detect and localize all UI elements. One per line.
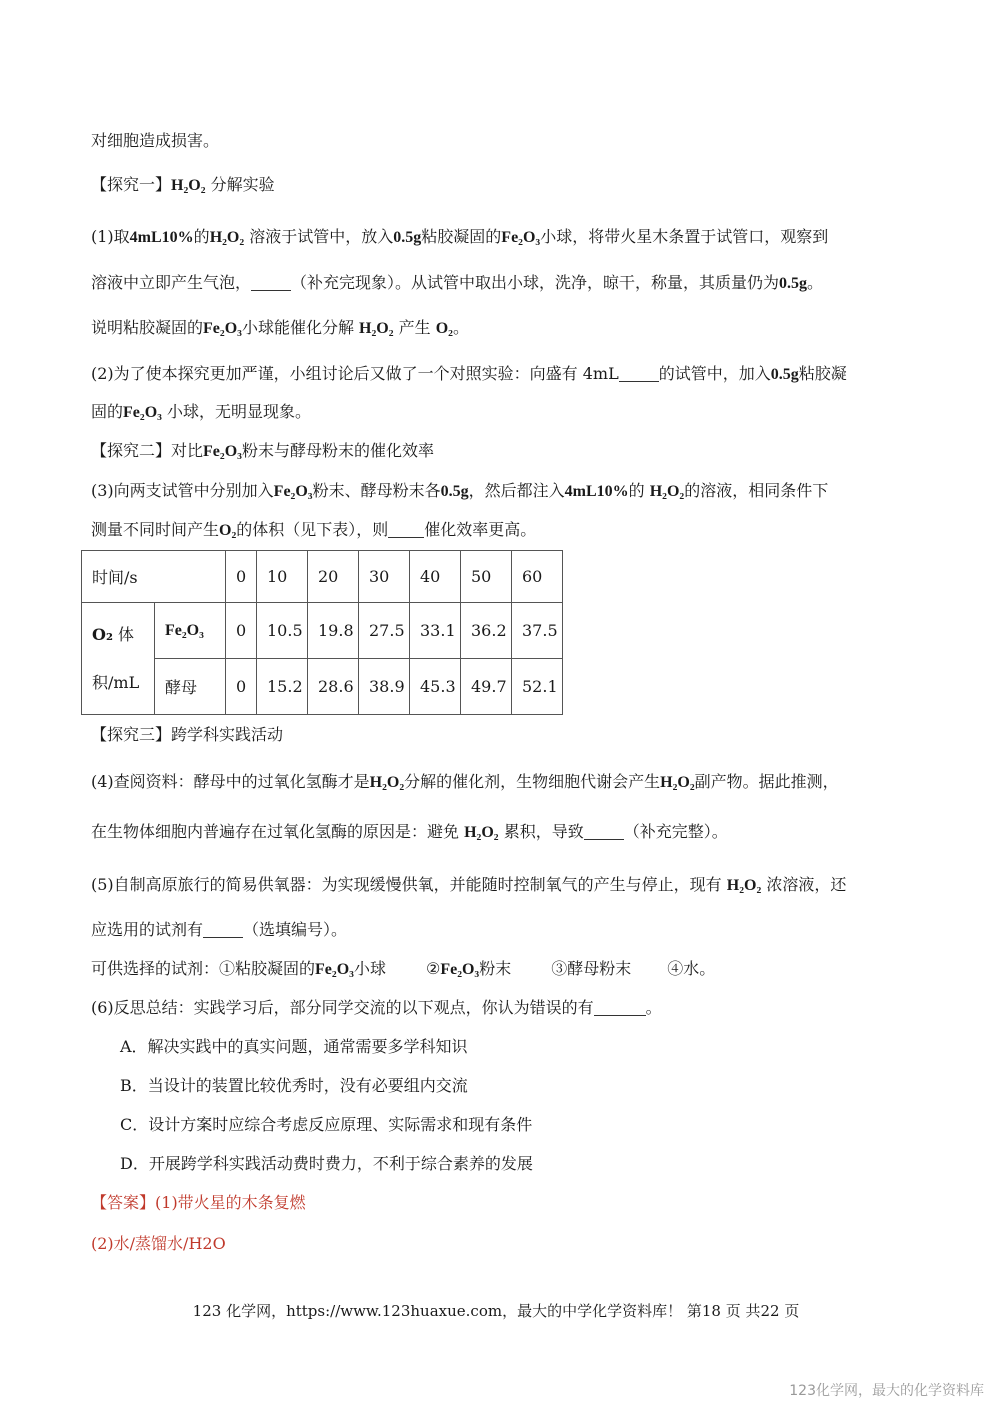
data-table <box>81 550 563 715</box>
answer-label: 【答案】 <box>91 1193 156 1212</box>
watermark: 123化学网，最大的化学资料库 <box>789 1383 984 1399</box>
table-header-row: 时间/s 0 10 20 30 40 50 60 <box>82 551 563 603</box>
question-4-line-2: 在生物体细胞内普遍存在过氧化氢酶的原因是：避免 H₂O₂ 累积，导致 （补充完整）。 <box>91 822 728 841</box>
volume-label: O₂ 体 积/mL <box>82 603 155 715</box>
section-heading-3: 【探究三】跨学科实践活动 <box>91 725 284 744</box>
chem-formula: H₂O₂ <box>464 824 499 841</box>
chem-formula: H₂O₂ <box>649 483 685 500</box>
chem-formula: Fe₂O₃ <box>123 404 162 421</box>
answer-blank[interactable] <box>584 823 624 840</box>
chem-formula: O₂ <box>219 522 237 539</box>
answer-blank[interactable] <box>203 921 243 938</box>
section-heading-2: 【探究二】对比Fe₂O₃粉末与酵母粉末的催化效率 <box>91 441 434 460</box>
option-b: B．当设计的装置比较优秀时，没有必要组内交流 <box>120 1076 468 1095</box>
chem-formula: H₂O₂ <box>171 177 206 194</box>
question-1-line-3: 说明粘胶凝固的Fe₂O₃小球能催化分解 H₂O₂ 产生 O₂。 <box>91 318 469 337</box>
time-label: 时间/s <box>82 551 226 603</box>
question-1-line-2: 溶液中立即产生气泡， （补充完现象）。从试管中取出小球，洗净，晾干，称量，其质量仍为0.5g。 <box>91 273 824 292</box>
chem-formula: H₂O₂ <box>726 877 762 894</box>
question-3-line-2: 测量不同时间产生O₂的体积（见下表），则 催化效率更高。 <box>91 520 537 539</box>
chem-formula: O₂ <box>435 320 453 337</box>
question-2-line-2: 固的Fe₂O₃ 小球，无明显现象。 <box>91 402 312 421</box>
row-label: Fe₂O₃ <box>155 603 226 659</box>
chem-formula: H₂O₂ <box>209 229 245 246</box>
answer-blank[interactable] <box>594 999 646 1016</box>
section-tag: 【探究三】 <box>91 725 172 744</box>
question-1-line-1: (1)取4mL10%的H₂O₂ 溶液于试管中，放入0.5g粘胶凝固的Fe₂O₃小球，将带火星木条置于试管口，观察到 <box>91 227 829 246</box>
row-label: 酵母 <box>155 659 226 715</box>
answer-line-1: 【答案】(1)带火星的木条复燃 <box>91 1193 306 1212</box>
table-row: 酵母 0 15.2 28.6 38.9 45.3 49.7 52.1 <box>82 659 563 715</box>
answer-blank[interactable] <box>388 521 424 538</box>
section-tag: 【探究二】 <box>91 441 172 460</box>
chem-formula: H₂O₂ <box>359 320 394 337</box>
chem-formula: H₂O₂ <box>369 774 405 791</box>
chem-formula: Fe₂O₃ <box>203 320 242 337</box>
chem-formula: H₂O₂ <box>660 774 695 791</box>
table-row: O₂ 体 积/mL Fe₂O₃ 0 10.5 19.8 27.5 33.1 36.2 37.5 <box>82 603 563 659</box>
option-d: D．开展跨学科实践活动费时费力，不利于综合素养的发展 <box>120 1154 533 1173</box>
reagent-options: 可供选择的试剂：①粘胶凝固的Fe₂O₃小球 ②Fe₂O₃粉末 ③酵母粉末 ④水。 <box>91 959 716 978</box>
question-5-line-1: (5)自制高原旅行的简易供氧器：为实现缓慢供氧，并能随时控制氧气的产生与停止，现有 H₂O₂ 浓溶液，还 <box>91 875 847 894</box>
answer-blank[interactable] <box>251 274 291 291</box>
chem-formula: O₂ <box>92 624 113 644</box>
answer-blank[interactable] <box>619 365 659 382</box>
chem-formula: Fe₂O₃ <box>440 961 480 978</box>
question-5-line-2: 应选用的试剂有 （选填编号）。 <box>91 920 348 939</box>
chem-formula: Fe₂O₃ <box>273 483 313 500</box>
section-title: 分解实验 <box>210 175 275 194</box>
chem-formula: Fe₂O₃ <box>203 443 242 460</box>
question-4-line-1: (4)查阅资料：酵母中的过氧化氢酶才是H₂O₂分解的催化剂，生物细胞代谢会产生H₂O₂副产物。据此推测， <box>91 772 839 791</box>
page-footer: 123 化学网，https://www.123huaxue.com，最大的中学化学资料库！ 第18 页 共22 页 <box>192 1302 800 1320</box>
question-6: (6)反思总结：实践学习后，部分同学交流的以下观点，你认为错误的有 。 <box>91 998 662 1017</box>
chem-formula: Fe₂O₃ <box>501 229 541 246</box>
answer-line-2: (2)水/蒸馏水/H2O <box>91 1234 226 1253</box>
option-c: C．设计方案时应综合考虑反应原理、实际需求和现有条件 <box>120 1115 533 1134</box>
chem-formula: Fe₂O₃ <box>315 961 354 978</box>
line-continuation: 对细胞造成损害。 <box>91 131 220 150</box>
question-3-line-1: (3)向两支试管中分别加入Fe₂O₃粉末、酵母粉末各0.5g，然后都注入4mL10%的 H₂O₂的溶液，相同条件下 <box>91 481 829 500</box>
section-heading-1 <box>91 175 275 196</box>
option-a: A．解决实践中的真实问题，通常需要多学科知识 <box>120 1037 468 1056</box>
section-tag: 【探究一】 <box>91 175 172 194</box>
question-2-line-1: (2)为了使本探究更加严谨，小组讨论后又做了一个对照实验：向盛有 4mL 的试管中，加入0.5g粘胶凝 <box>91 364 847 383</box>
